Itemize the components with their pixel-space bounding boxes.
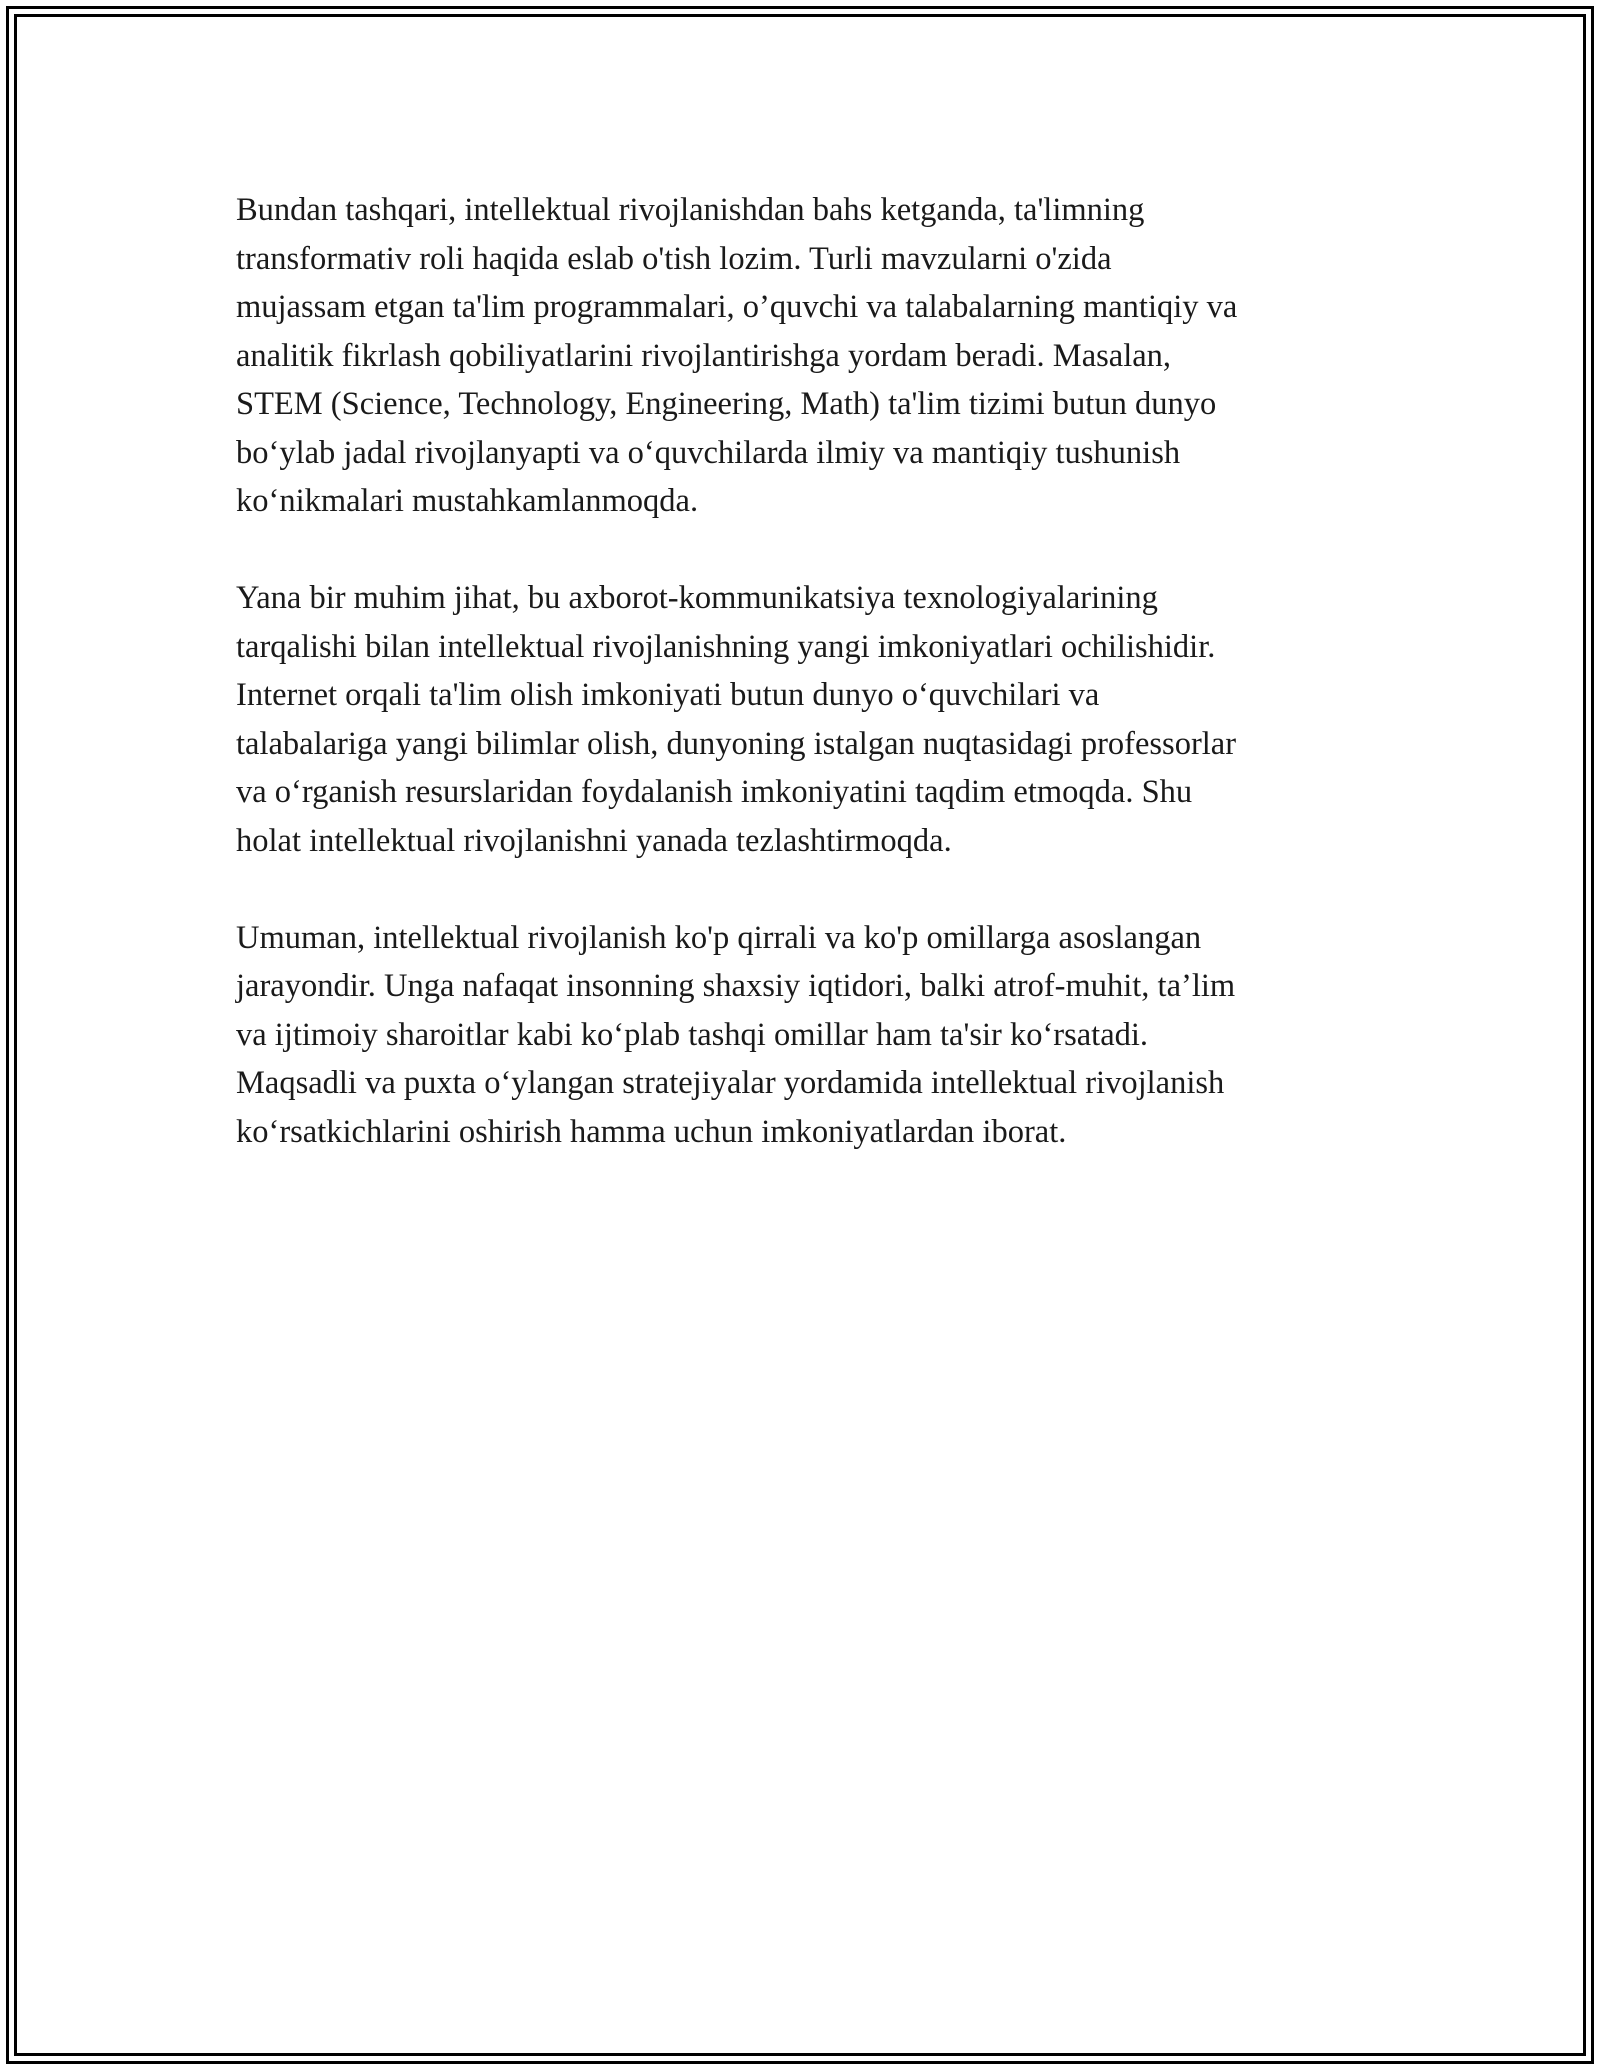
text-line: tarqalishi bilan intellektual rivojlanishning yangi imkoniyatlari ochilishidir. [236, 628, 1216, 665]
text-line: STEM (Science, Technology, Engineering, Math) ta'lim tizimi butun dunyo [236, 386, 1217, 422]
text-line: Yana bir muhim jihat, bu axborot-kommunikatsiya texnologiyalarining [236, 580, 1158, 616]
text-line: jarayondir. Unga nafaqat insonning shaxsiy iqtidori, balki atrof-muhit, ta’lim [236, 968, 1236, 1004]
text-line: ko‘nikmalari mustahkamlanmoqda. [236, 483, 699, 519]
text-line: Internet orqali ta'lim olish imkoniyati butun dunyo o‘quvchilari va [236, 677, 1100, 713]
paragraph-3 [236, 914, 1376, 1157]
text-line: bo‘ylab jadal rivojlanyapti va o‘quvchilarda ilmiy va mantiqiy tushunish [236, 434, 1181, 471]
text-line: va ijtimoiy sharoitlar kabi ko‘plab tashqi omillar ham ta'sir ko‘rsatadi. [236, 1016, 1149, 1053]
text-line: Bundan tashqari, intellektual rivojlanishdan bahs ketganda, ta'limning [236, 192, 1145, 228]
text-line: ko‘rsatkichlarini oshirish hamma uchun imkoniyatlardan iborat. [236, 1113, 1067, 1150]
text-line: Maqsadli va puxta o‘ylangan stratejiyalar yordamida intellektual rivojlanish [236, 1065, 1225, 1101]
text-line: va o‘rganish resurslaridan foydalanish imkoniyatini taqdim etmoqda. Shu [236, 774, 1193, 810]
text-line: analitik fikrlash qobiliyatlarini rivojlantirishga yordam beradi. Masalan, [236, 337, 1172, 374]
text-line: mujassam etgan ta'lim programmalari, o’quvchi va talabalarning mantiqiy va [236, 289, 1238, 325]
paragraph-1 [236, 186, 1376, 526]
text-line: transformativ roli haqida eslab o'tish lozim. Turli mavzularni o'zida [236, 240, 1112, 277]
text-line: Umuman, intellektual rivojlanish ko'p qirrali va ko'p omillarga asoslangan [236, 919, 1202, 956]
paragraph-2 [236, 574, 1376, 865]
text-line: talabalariga yangi bilimlar olish, dunyoning istalgan nuqtasidagi professorlar [236, 725, 1237, 762]
document-body [236, 186, 1376, 1205]
text-line: holat intellektual rivojlanishni yanada tezlashtirmoqda. [236, 822, 952, 859]
